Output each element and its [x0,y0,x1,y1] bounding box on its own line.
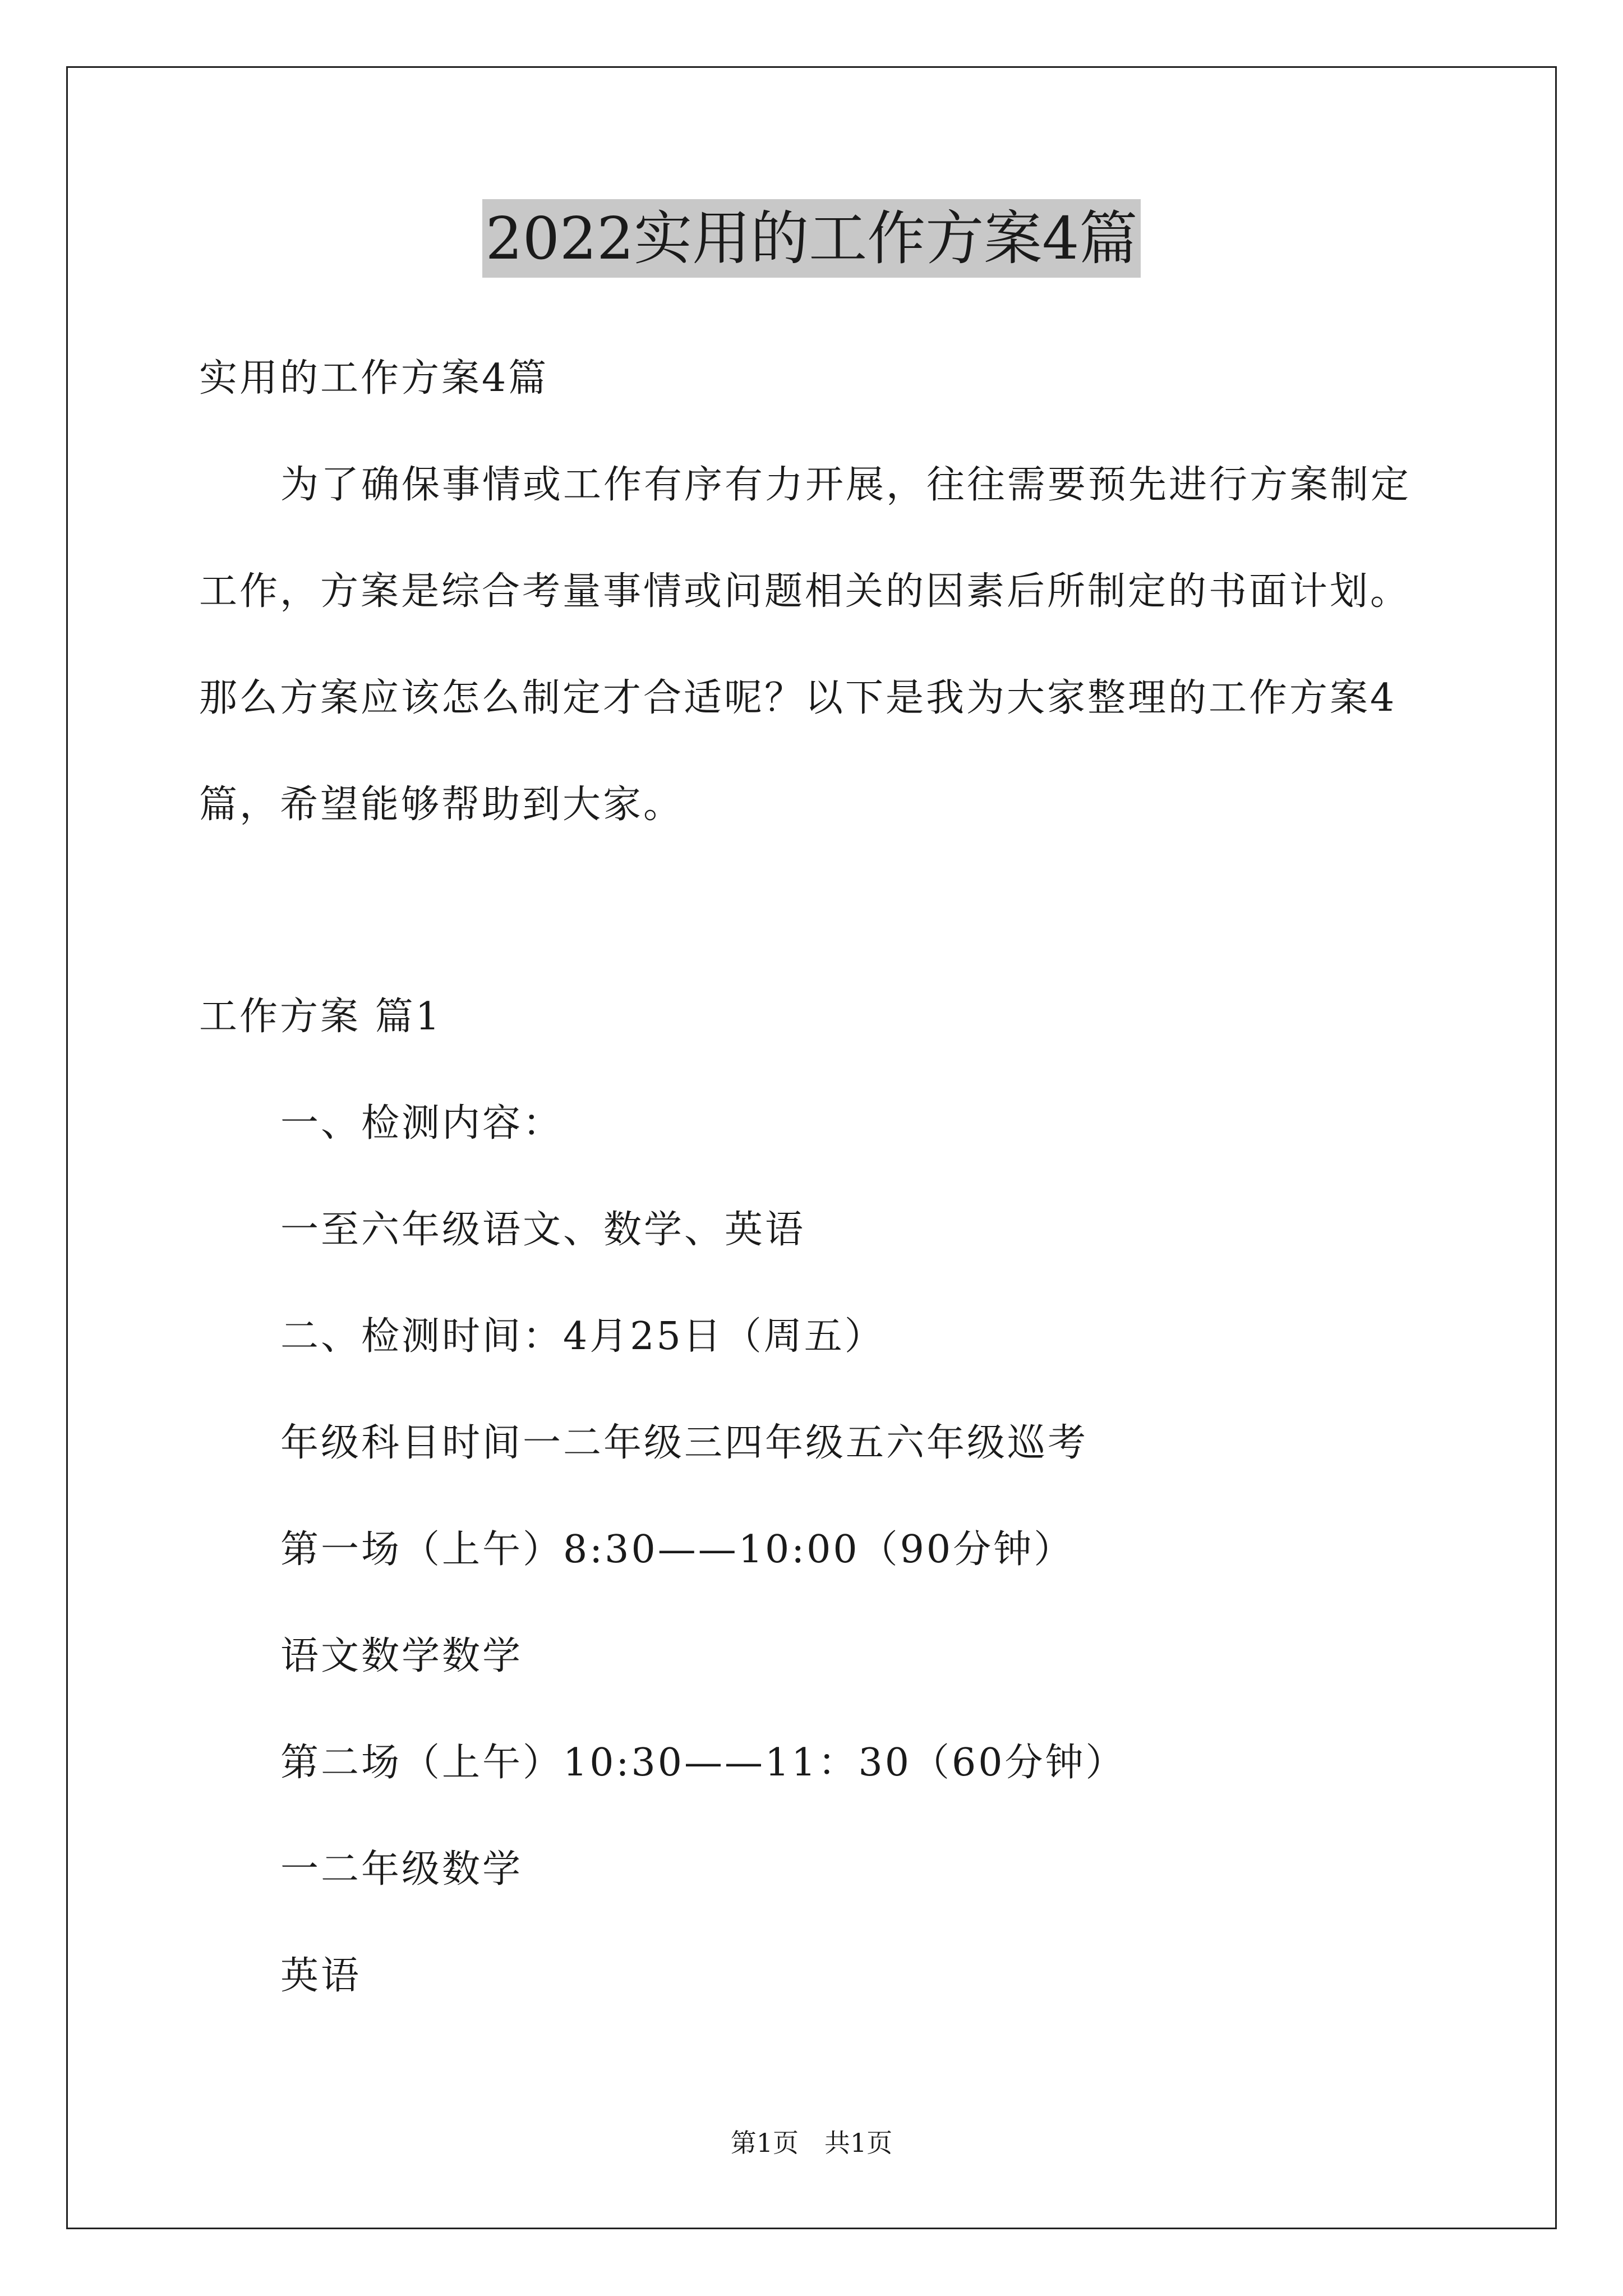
body-line-1: 一、检测内容： [280,1101,564,1145]
intro-line-4: 篇，希望能够帮助到大家。 [199,783,684,827]
title-container [0,199,1623,278]
body-line-7: 第二场（上午）10:30——11：30（60分钟） [280,1741,1126,1785]
page-footer: 第1页 共1页 [730,2128,893,2158]
document-subtitle: 实用的工作方案4篇 [199,356,549,401]
body-line-5: 第一场（上午）8:30——10:00（90分钟） [280,1527,1075,1572]
body-line-2: 一至六年级语文、数学、英语 [280,1208,806,1252]
body-line-4: 年级科目时间一二年级三四年级五六年级巡考 [280,1421,1089,1465]
intro-line-1: 为了确保事情或工作有序有力开展，往往需要预先进行方案制定 [280,463,1412,507]
document-title: 2022实用的工作方案4篇 [482,199,1141,278]
intro-line-2: 工作，方案是综合考量事情或问题相关的因素后所制定的书面计划。 [199,569,1411,614]
intro-line-3: 那么方案应该怎么制定才合适呢？以下是我为大家整理的工作方案4 [199,676,1397,720]
body-line-3: 二、检测时间：4月25日（周五） [280,1314,885,1359]
body-line-8: 一二年级数学 [280,1847,523,1892]
body-line-9: 英语 [280,1954,362,1998]
section-heading: 工作方案 篇1 [199,995,442,1039]
body-line-6: 语文数学数学 [280,1634,523,1678]
